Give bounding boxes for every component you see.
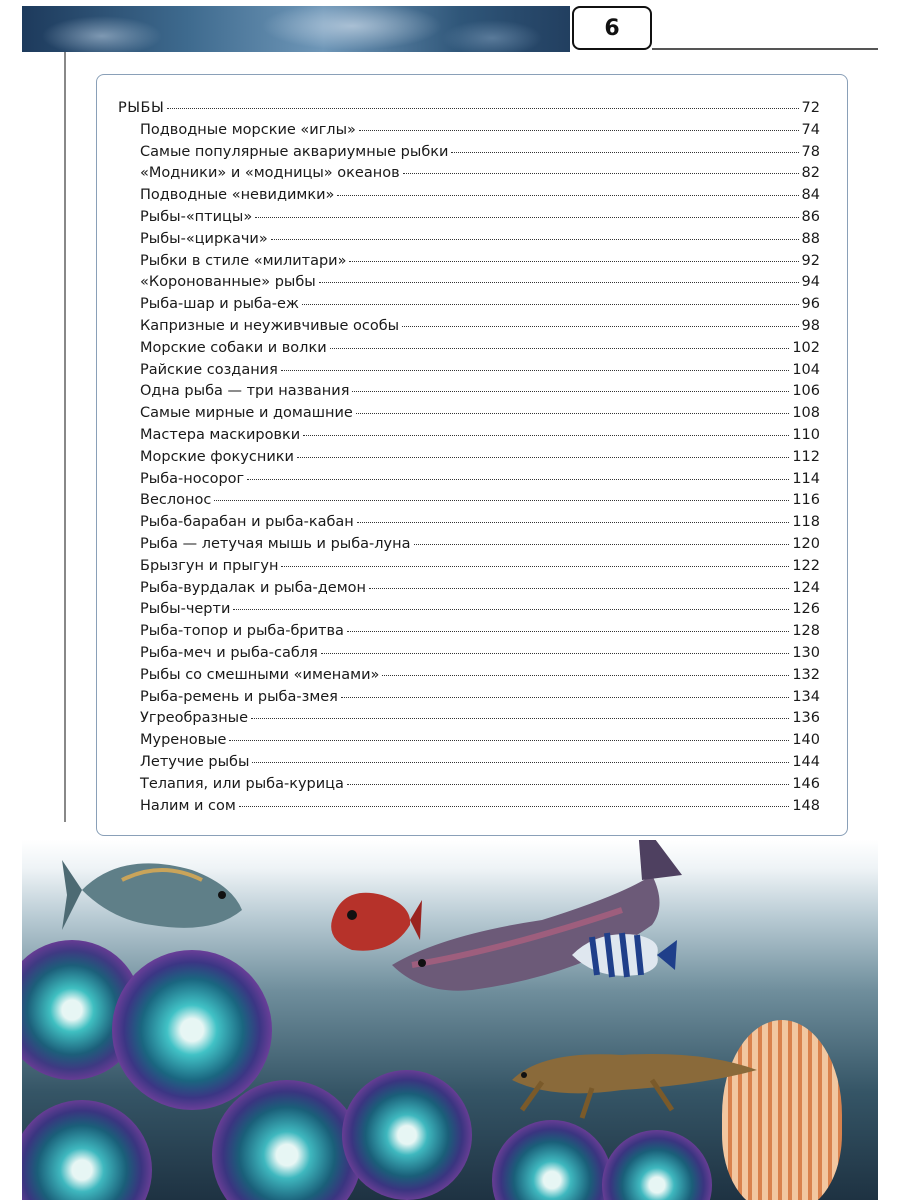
toc-entry-title: Рыба-барабан и рыба-кабан — [140, 514, 354, 531]
toc-entry-title: Угреобразные — [140, 710, 249, 727]
toc-entry-title: Веслонос — [140, 492, 212, 509]
toc-leader-dots — [297, 457, 789, 458]
toc-entry — [118, 798, 820, 820]
toc-entry — [118, 318, 820, 340]
toc-leader-dots — [347, 631, 789, 632]
toc-leader-dots — [402, 326, 798, 327]
toc-entry-page: 72 — [801, 100, 820, 116]
toc-entry — [118, 776, 820, 798]
toc-entry-page: 140 — [792, 732, 820, 749]
toc-entry — [118, 296, 820, 318]
toc-entry — [118, 645, 820, 667]
toc-entry-page: 112 — [792, 448, 820, 465]
toc-entry-title: Самые популярные аквариумные рыбки — [140, 143, 449, 160]
toc-entry — [118, 187, 820, 209]
toc-entry — [118, 514, 820, 536]
toc-entry-title: Рыбы-«птицы» — [140, 208, 253, 225]
toc-entry-title: Рыба-носорог — [140, 470, 245, 487]
toc-leader-dots — [414, 544, 790, 545]
toc-leader-dots — [252, 762, 789, 763]
toc-leader-dots — [302, 304, 799, 305]
toc-entry — [118, 383, 820, 405]
page-number: 6 — [572, 6, 652, 50]
toc-entry — [118, 623, 820, 645]
toc-entry — [118, 492, 820, 514]
toc-entry-page: 148 — [792, 797, 820, 814]
toc-leader-dots — [403, 173, 799, 174]
sea-anemone-illustration — [342, 1070, 472, 1200]
toc-entry — [118, 231, 820, 253]
toc-entry-page: 102 — [792, 339, 820, 356]
toc-entry — [118, 732, 820, 754]
toc-entry-page: 106 — [792, 383, 820, 400]
toc-entry-title: Рыбки в стиле «милитари» — [140, 252, 347, 269]
toc-entry-page: 124 — [792, 579, 820, 596]
toc-entry-title: Рыба-ремень и рыба-змея — [140, 688, 338, 705]
toc-entry-title: Рыба-топор и рыба-бритва — [140, 623, 344, 640]
toc-entry-title: Телапия, или рыба-курица — [140, 775, 344, 792]
underwater-illustration — [22, 840, 878, 1200]
toc-entry-title: Рыба-меч и рыба-сабля — [140, 644, 318, 661]
top-underwater-banner — [22, 6, 570, 52]
toc-entry-title: «Коронованные» рыбы — [140, 274, 316, 291]
toc-entry-title: «Модники» и «модницы» океанов — [140, 165, 400, 182]
toc-entry-page: 86 — [801, 208, 820, 225]
toc-entry — [118, 754, 820, 776]
side-rule — [64, 52, 66, 822]
toc-entry-page: 132 — [792, 666, 820, 683]
toc-entry-page: 130 — [792, 644, 820, 661]
toc-leader-dots — [356, 413, 790, 414]
toc-entry — [118, 144, 820, 166]
toc-entry-page: 104 — [792, 361, 820, 378]
toc-entry — [118, 405, 820, 427]
toc-entry-title: Морские фокусники — [140, 448, 294, 465]
toc-entry-title: Брызгун и прыгун — [140, 557, 279, 574]
toc-leader-dots — [214, 500, 789, 501]
toc-leader-dots — [255, 217, 798, 218]
toc-entry-page: 146 — [792, 775, 820, 792]
toc-leader-dots — [319, 282, 799, 283]
toc-leader-dots — [271, 239, 799, 240]
toc-entry-title: Муреновые — [140, 732, 227, 749]
sea-anemone-illustration — [602, 1130, 712, 1200]
toc-entry-page: 84 — [801, 187, 820, 204]
toc-entry — [118, 274, 820, 296]
toc-entry — [118, 536, 820, 558]
toc-leader-dots — [281, 370, 789, 371]
toc-entry-page: 114 — [792, 470, 820, 487]
toc-leader-dots — [167, 108, 798, 109]
toc-leader-dots — [251, 718, 789, 719]
toc-entry-page: 108 — [792, 405, 820, 422]
toc-entry-page: 88 — [801, 230, 820, 247]
toc-entry — [118, 209, 820, 231]
sea-anemone-illustration — [492, 1120, 612, 1200]
toc-leader-dots — [357, 522, 790, 523]
toc-entry-title: Рыба-вурдалак и рыба-демон — [140, 579, 366, 596]
toc-entry-title: Подводные «невидимки» — [140, 187, 335, 204]
toc-entry-page: 134 — [792, 688, 820, 705]
toc-entry-page: 122 — [792, 557, 820, 574]
toc-entry-title: Рыбы-черти — [140, 601, 231, 618]
header-rule — [652, 48, 878, 50]
toc-leader-dots — [281, 566, 789, 567]
toc-leader-dots — [349, 261, 798, 262]
sea-anemone-illustration — [112, 950, 272, 1110]
toc-entry-title: Рыба-шар и рыба-еж — [140, 296, 299, 313]
toc-entry — [118, 165, 820, 187]
toc-entry-page: 94 — [801, 274, 820, 291]
toc-entry-title: Райские создания — [140, 361, 278, 378]
toc-entry-page: 98 — [801, 317, 820, 334]
toc-entry — [118, 449, 820, 471]
toc-entry-page: 126 — [792, 601, 820, 618]
toc-entry-title: Капризные и неуживчивые особы — [140, 317, 400, 334]
toc-entry-title: Рыбы-«циркачи» — [140, 230, 268, 247]
toc-leader-dots — [330, 348, 790, 349]
toc-entry — [118, 689, 820, 711]
toc-entry-title: РЫБЫ — [118, 100, 165, 116]
sea-anemone-illustration — [212, 1080, 362, 1200]
toc-leader-dots — [247, 479, 789, 480]
toc-entry-page: 116 — [792, 492, 820, 509]
table-of-contents — [118, 100, 820, 819]
toc-entry-title: Рыба — летучая мышь и рыба-луна — [140, 535, 411, 552]
toc-entry-title: Налим и сом — [140, 797, 236, 814]
toc-entry — [118, 253, 820, 275]
toc-leader-dots — [382, 675, 789, 676]
toc-entry-page: 144 — [792, 753, 820, 770]
toc-leader-dots — [352, 391, 789, 392]
toc-entry-title: Рыбы со смешными «именами» — [140, 666, 380, 683]
toc-leader-dots — [341, 697, 789, 698]
toc-entry — [118, 340, 820, 362]
toc-entry-title: Подводные морские «иглы» — [140, 121, 356, 138]
toc-leader-dots — [359, 130, 799, 131]
toc-entry — [118, 471, 820, 493]
toc-entry-page: 78 — [801, 143, 820, 160]
toc-entry — [118, 710, 820, 732]
toc-leader-dots — [347, 784, 789, 785]
toc-entry — [118, 580, 820, 602]
fish-illustration — [62, 840, 262, 940]
toc-entry-page: 96 — [801, 296, 820, 313]
toc-entry-title: Одна рыба — три названия — [140, 383, 350, 400]
toc-entry — [118, 427, 820, 449]
toc-entry-page: 110 — [792, 426, 820, 443]
toc-entry-title: Самые мирные и домашние — [140, 405, 353, 422]
toc-entry-title: Морские собаки и волки — [140, 339, 327, 356]
toc-leader-dots — [229, 740, 789, 741]
toc-entry — [118, 667, 820, 689]
toc-leader-dots — [233, 609, 789, 610]
toc-entry — [118, 558, 820, 580]
toc-leader-dots — [303, 435, 789, 436]
sea-anemone-illustration — [22, 1100, 152, 1200]
toc-entry — [118, 100, 820, 122]
newt-illustration — [502, 1020, 762, 1120]
toc-leader-dots — [337, 195, 798, 196]
toc-leader-dots — [451, 152, 798, 153]
toc-entry-page: 82 — [801, 165, 820, 182]
toc-entry-title: Летучие рыбы — [140, 753, 250, 770]
toc-entry-title: Мастера маскировки — [140, 426, 301, 443]
toc-leader-dots — [239, 806, 789, 807]
toc-entry-page: 120 — [792, 535, 820, 552]
toc-leader-dots — [321, 653, 789, 654]
toc-entry-page: 128 — [792, 623, 820, 640]
toc-entry — [118, 122, 820, 144]
toc-entry-page: 118 — [792, 514, 820, 531]
toc-entry — [118, 601, 820, 623]
toc-entry-page: 136 — [792, 710, 820, 727]
toc-entry-page: 74 — [801, 121, 820, 138]
toc-entry-page: 92 — [801, 252, 820, 269]
toc-entry — [118, 362, 820, 384]
striped-fish-illustration — [567, 925, 677, 985]
toc-leader-dots — [369, 588, 789, 589]
